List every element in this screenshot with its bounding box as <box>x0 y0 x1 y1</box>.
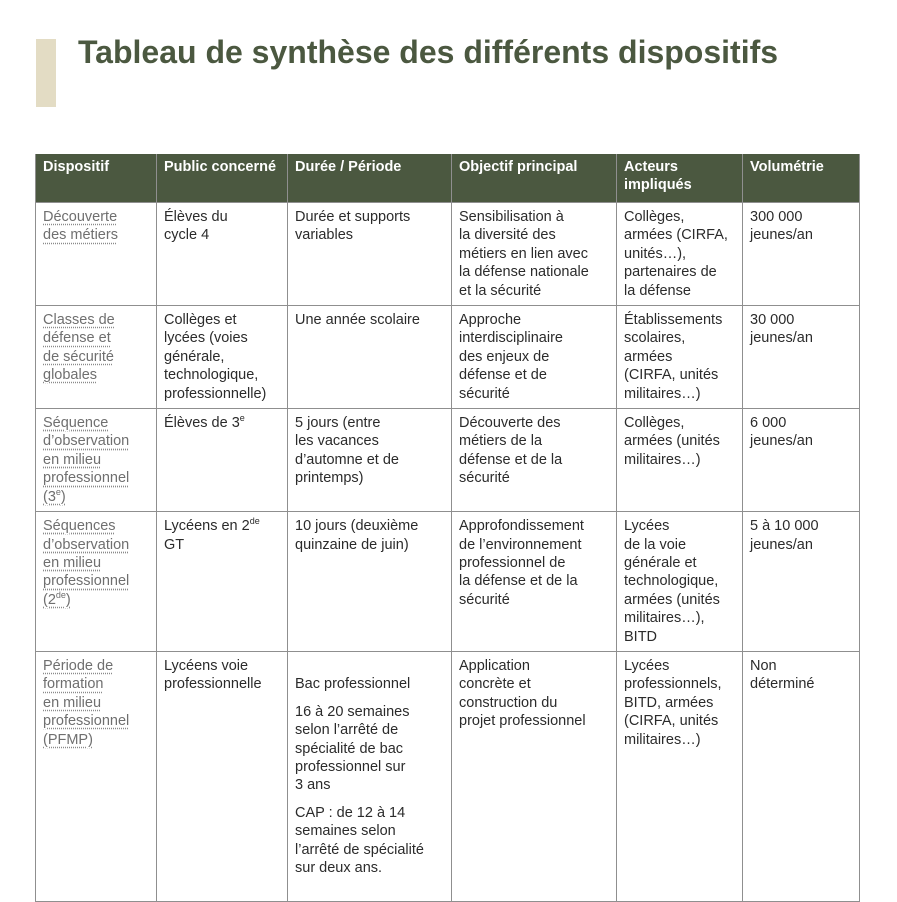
objectif-cell: Approche interdisciplinaire des enjeux de défense et de sécurité <box>452 306 617 409</box>
volumetrie-cell: 30 000 jeunes/an <box>743 306 860 409</box>
dispositif-cell[interactable] <box>36 306 157 409</box>
dispositif-link-end[interactable]: ) <box>65 591 71 608</box>
public-superscript: de <box>249 516 260 527</box>
dispositif-cell[interactable] <box>36 409 157 512</box>
public-text: Lycéens en 2 <box>164 518 250 535</box>
volumetrie-cell: 300 000 jeunes/an <box>743 203 860 306</box>
duree-paragraph: 16 à 20 semaines selon l’arrêté de spécialité de bac professionnel sur 3 ans <box>295 703 410 794</box>
dispositif-link[interactable]: Découverte des métiers <box>43 209 118 244</box>
public-text-end: GT <box>164 536 185 553</box>
dispositif-superscript: e <box>55 486 61 497</box>
column-header-objectif: Objectif principal <box>452 154 617 203</box>
public-cell <box>157 512 288 652</box>
duree-paragraph: Bac professionnel <box>295 676 411 693</box>
title-accent-bar <box>36 39 56 107</box>
volumetrie-cell: 6 000 jeunes/an <box>743 409 860 512</box>
column-header-duree: Durée / Période <box>288 154 452 203</box>
dispositif-cell[interactable] <box>36 203 157 306</box>
public-cell: Collèges et lycées (voies générale, technologique, professionnelle) <box>157 306 288 409</box>
public-cell: Lycéens voie professionnelle <box>157 651 288 901</box>
dispositif-link-text[interactable]: Séquences d’observation en milieu professionnel (2 <box>43 518 130 608</box>
table-row <box>36 512 860 652</box>
dispositif-link[interactable]: Classes de défense et de sécurité globales <box>43 312 115 384</box>
dispositif-cell[interactable] <box>36 512 157 652</box>
duree-cell: 10 jours (deuxième quinzaine de juin) <box>288 512 452 652</box>
page-title: Tableau de synthèse des différents dispositifs <box>78 34 779 70</box>
objectif-cell: Sensibilisation à la diversité des métiers en lien avec la défense nationale et la sécurité <box>452 203 617 306</box>
dispositif-superscript: de <box>55 589 66 600</box>
volumetrie-cell: Non déterminé <box>743 651 860 901</box>
public-cell <box>157 409 288 512</box>
acteurs-cell: Collèges, armées (CIRFA, unités…), partenaires de la défense <box>617 203 743 306</box>
public-text: Élèves de 3 <box>164 415 240 432</box>
objectif-cell: Approfondissement de l’environnement professionnel de la défense et de la sécurité <box>452 512 617 652</box>
duree-cell: Durée et supports variables <box>288 203 452 306</box>
duree-cell: 5 jours (entre les vacances d’automne et de printemps) <box>288 409 452 512</box>
column-header-public: Public concerné <box>157 154 288 203</box>
column-header-acteurs: Acteurs impliqués <box>617 154 743 203</box>
acteurs-cell: Lycées de la voie générale et technologique, armées (unités militaires…), BITD <box>617 512 743 652</box>
table-row <box>36 306 860 409</box>
public-superscript: e <box>239 413 245 424</box>
acteurs-cell: Lycées professionnels, BITD, armées (CIRFA, unités militaires…) <box>617 651 743 901</box>
dispositif-link-text[interactable]: Séquence d’observation en milieu professionnel (3 <box>43 415 130 505</box>
table-row <box>36 409 860 512</box>
volumetrie-cell: 5 à 10 000 jeunes/an <box>743 512 860 652</box>
synthesis-table <box>35 154 860 902</box>
objectif-cell: Application concrète et construction du projet professionnel <box>452 651 617 901</box>
dispositif-cell[interactable] <box>36 651 157 901</box>
column-header-volumetrie: Volumétrie <box>743 154 860 203</box>
acteurs-cell: Établissements scolaires, armées (CIRFA, unités militaires…) <box>617 306 743 409</box>
duree-cell: Une année scolaire <box>288 306 452 409</box>
public-cell: Élèves du cycle 4 <box>157 203 288 306</box>
dispositif-link-end[interactable]: ) <box>60 488 66 505</box>
duree-paragraph: CAP : de 12 à 14 semaines selon l’arrêté de spécialité sur deux ans. <box>295 804 424 876</box>
acteurs-cell: Collèges, armées (unités militaires…) <box>617 409 743 512</box>
table-header-row <box>36 154 860 203</box>
table-row <box>36 203 860 306</box>
dispositif-link[interactable] <box>43 518 129 608</box>
dispositif-link[interactable]: Période de formation en milieu professionnel (PFMP) <box>43 657 130 748</box>
objectif-cell: Découverte des métiers de la défense et de la sécurité <box>452 409 617 512</box>
column-header-dispositif: Dispositif <box>36 154 157 203</box>
duree-cell <box>288 651 452 901</box>
table-row <box>36 651 860 901</box>
dispositif-link[interactable] <box>43 415 129 505</box>
